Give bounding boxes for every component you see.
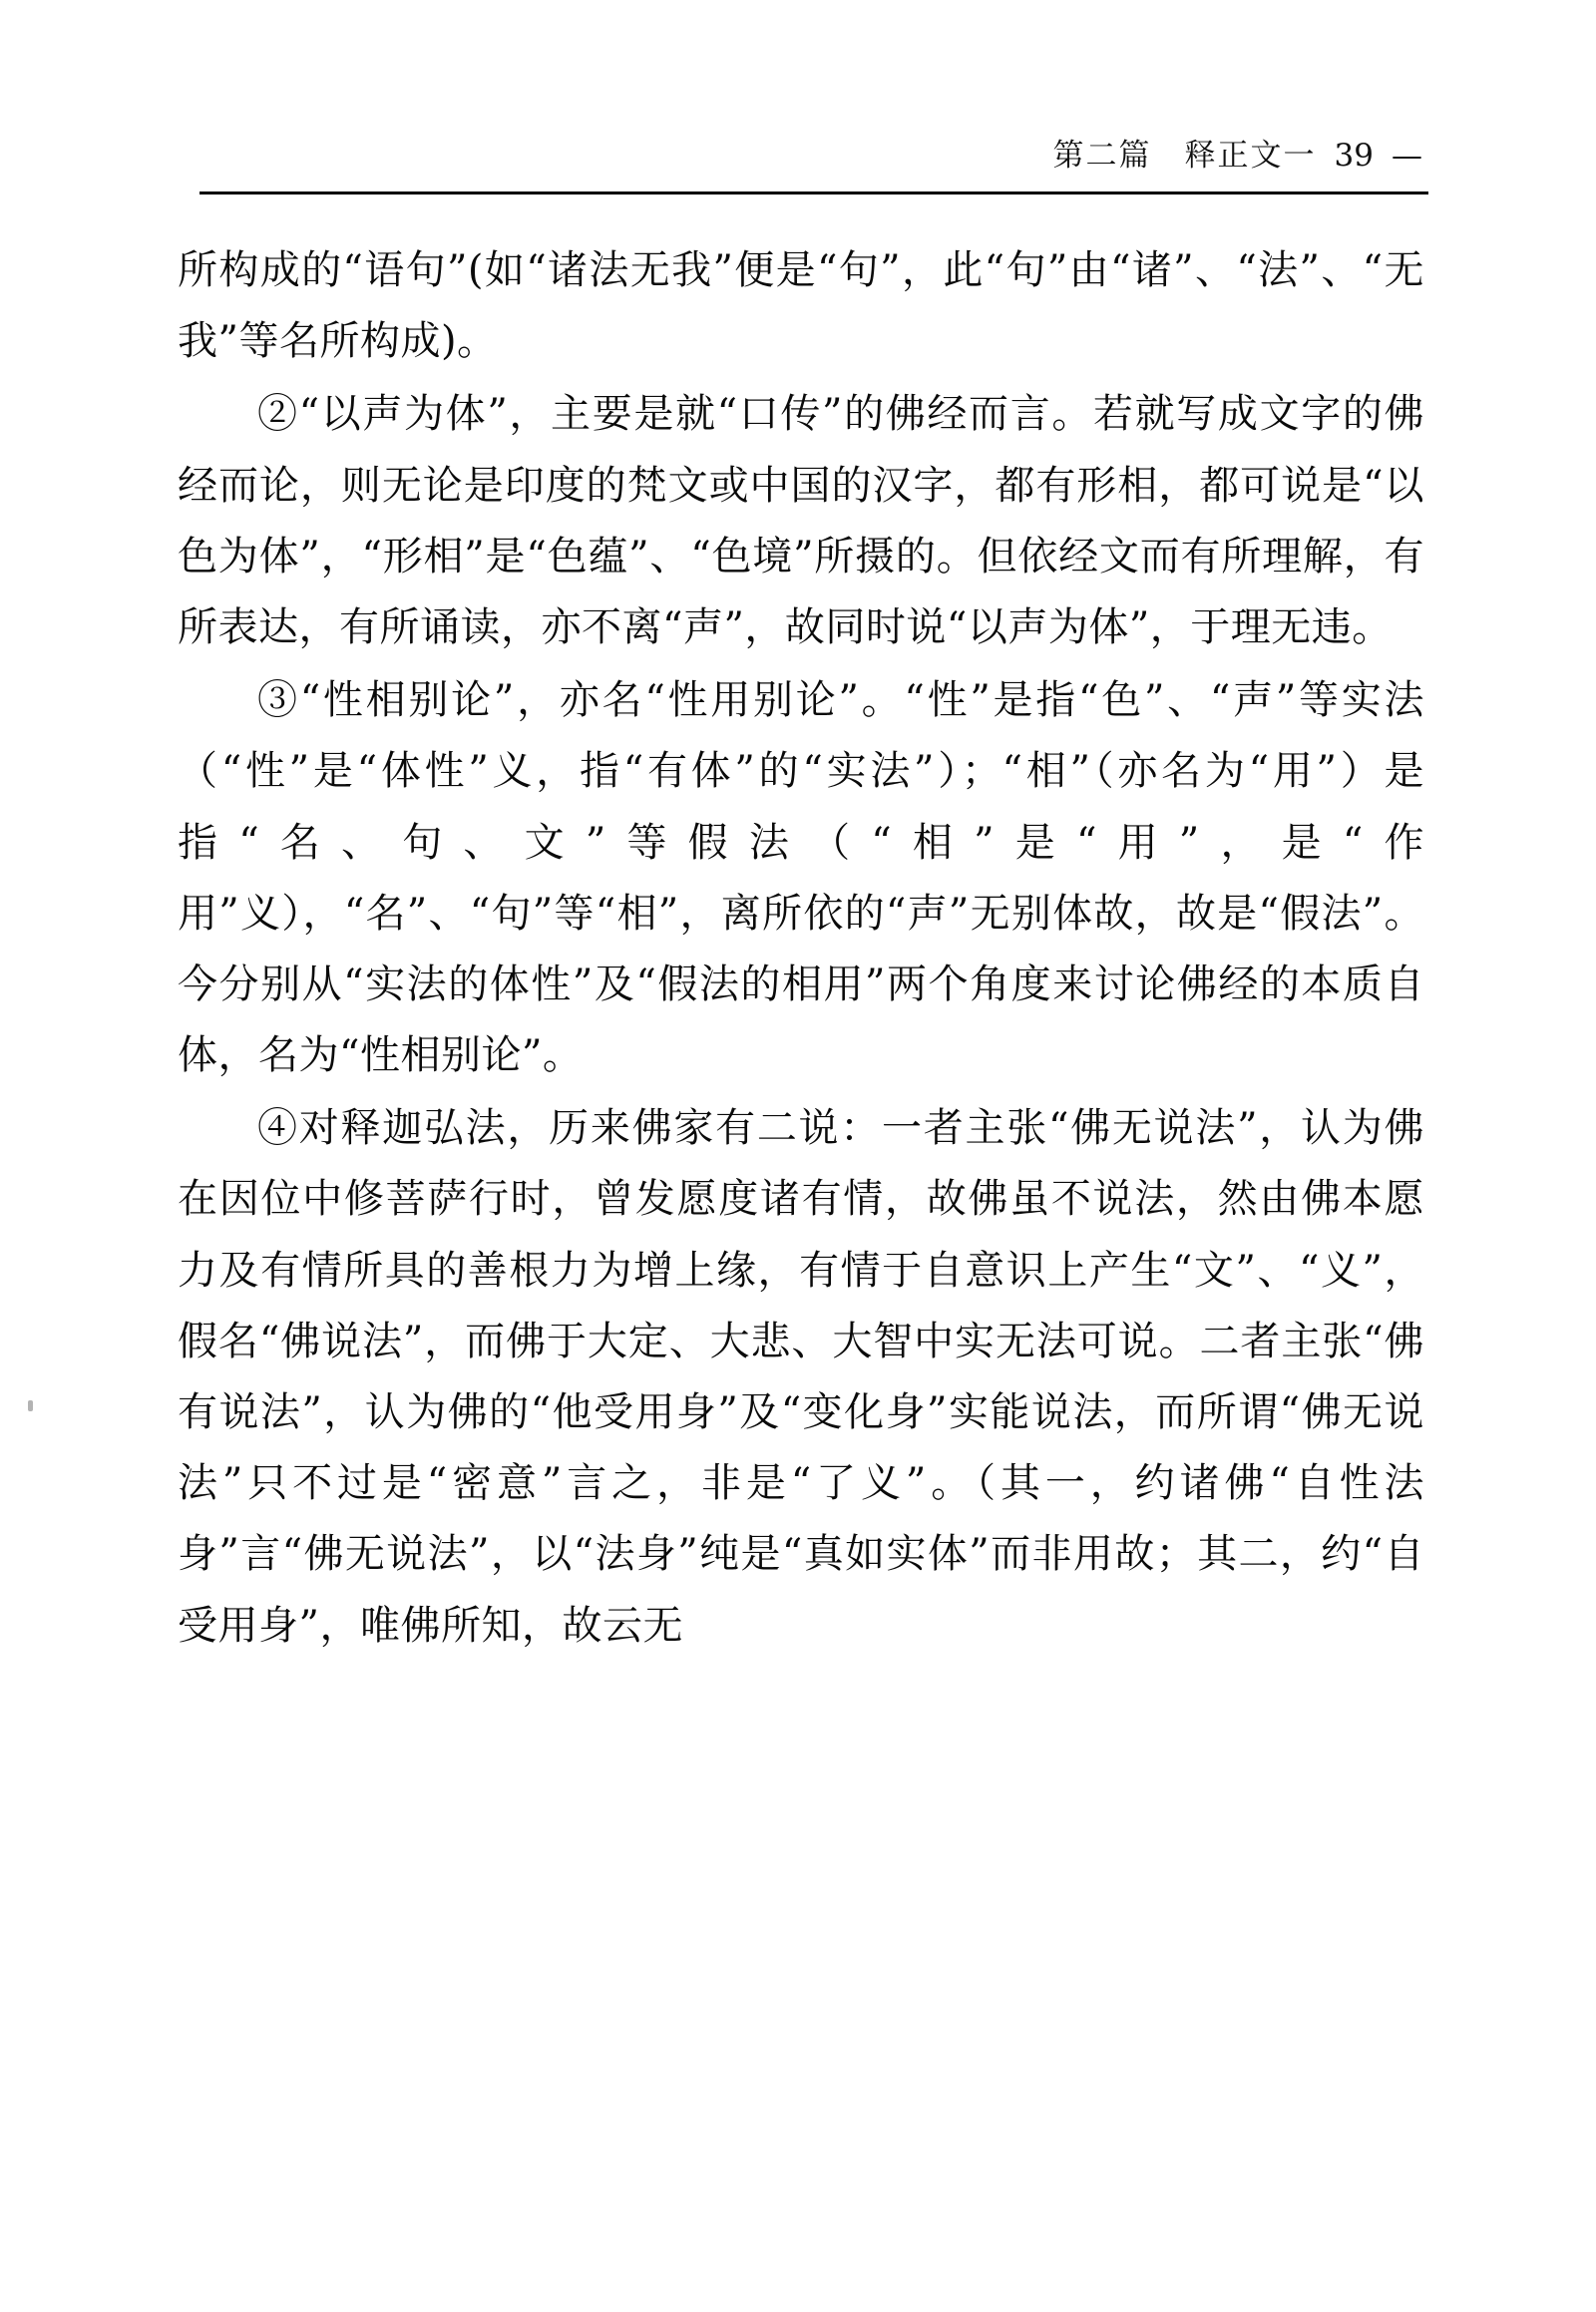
paragraph-1: 所构成的“语句”(如“诸法无我”便是“句”，此“句”由“诸”、“法”、“无我”等名所构成)。 [178, 247, 1424, 365]
paragraph-3: ③“性相别论”，亦名“性用别论”。“性”是指“色”、“声”等实法（“性”是“体性”义，指“有体”的“实法”）；“相”（亦名为“用”）是指“名、句、文”等假法（“相”是“用”，是“作用”义），“名”、“句”等“相”，离所依的“声”无别体故，故是“假法”。今分别从“实法的体性”及“假法的相用”两个角度来讨论佛经的本质自体，名为“性相别论”。 [178, 677, 1424, 1079]
header-section-title: 第二篇 释正文一 [1052, 138, 1317, 174]
paragraph-2: ②“以声为体”，主要是就“口传”的佛经而言。若就写成文字的佛经而论，则无论是印度的梵文或中国的汉字，都有形相，都可说是“以色为体”，“形相”是“色蕴”、“色境”所摄的。但依经文而有所理解，有所表达，有所诵读，亦不离“声”，故同时说“以声为体”，于理无违。 [178, 391, 1424, 650]
header-dash: — [1392, 138, 1424, 174]
page-body [178, 235, 1424, 1664]
header-page-number: 39 [1334, 138, 1374, 174]
scan-artifact-speck [28, 1400, 33, 1411]
paragraph-4: ④对释迦弘法，历来佛家有二说：一者主张“佛无说法”，认为佛在因位中修菩萨行时，曾发愿度诸有情，故佛虽不说法，然由佛本愿力及有情所具的善根力为增上缘，有情于自意识上产生“文”、“义”，假名“佛说法”，而佛于大定、大悲、大智中实无法可说。二者主张“佛有说法”，认为佛的“他受用身”及“变化身”实能说法，而所谓“佛无说法”只不过是“密意”言之，非是“了义”。（其一，约诸佛“自性法身”言“佛无说法”，以“法身”纯是“真如实体”而非用故；其二，约“自受用身”，唯佛所知，故云无 [178, 1105, 1424, 1649]
page-header [200, 130, 1428, 201]
header-rule [200, 192, 1428, 194]
